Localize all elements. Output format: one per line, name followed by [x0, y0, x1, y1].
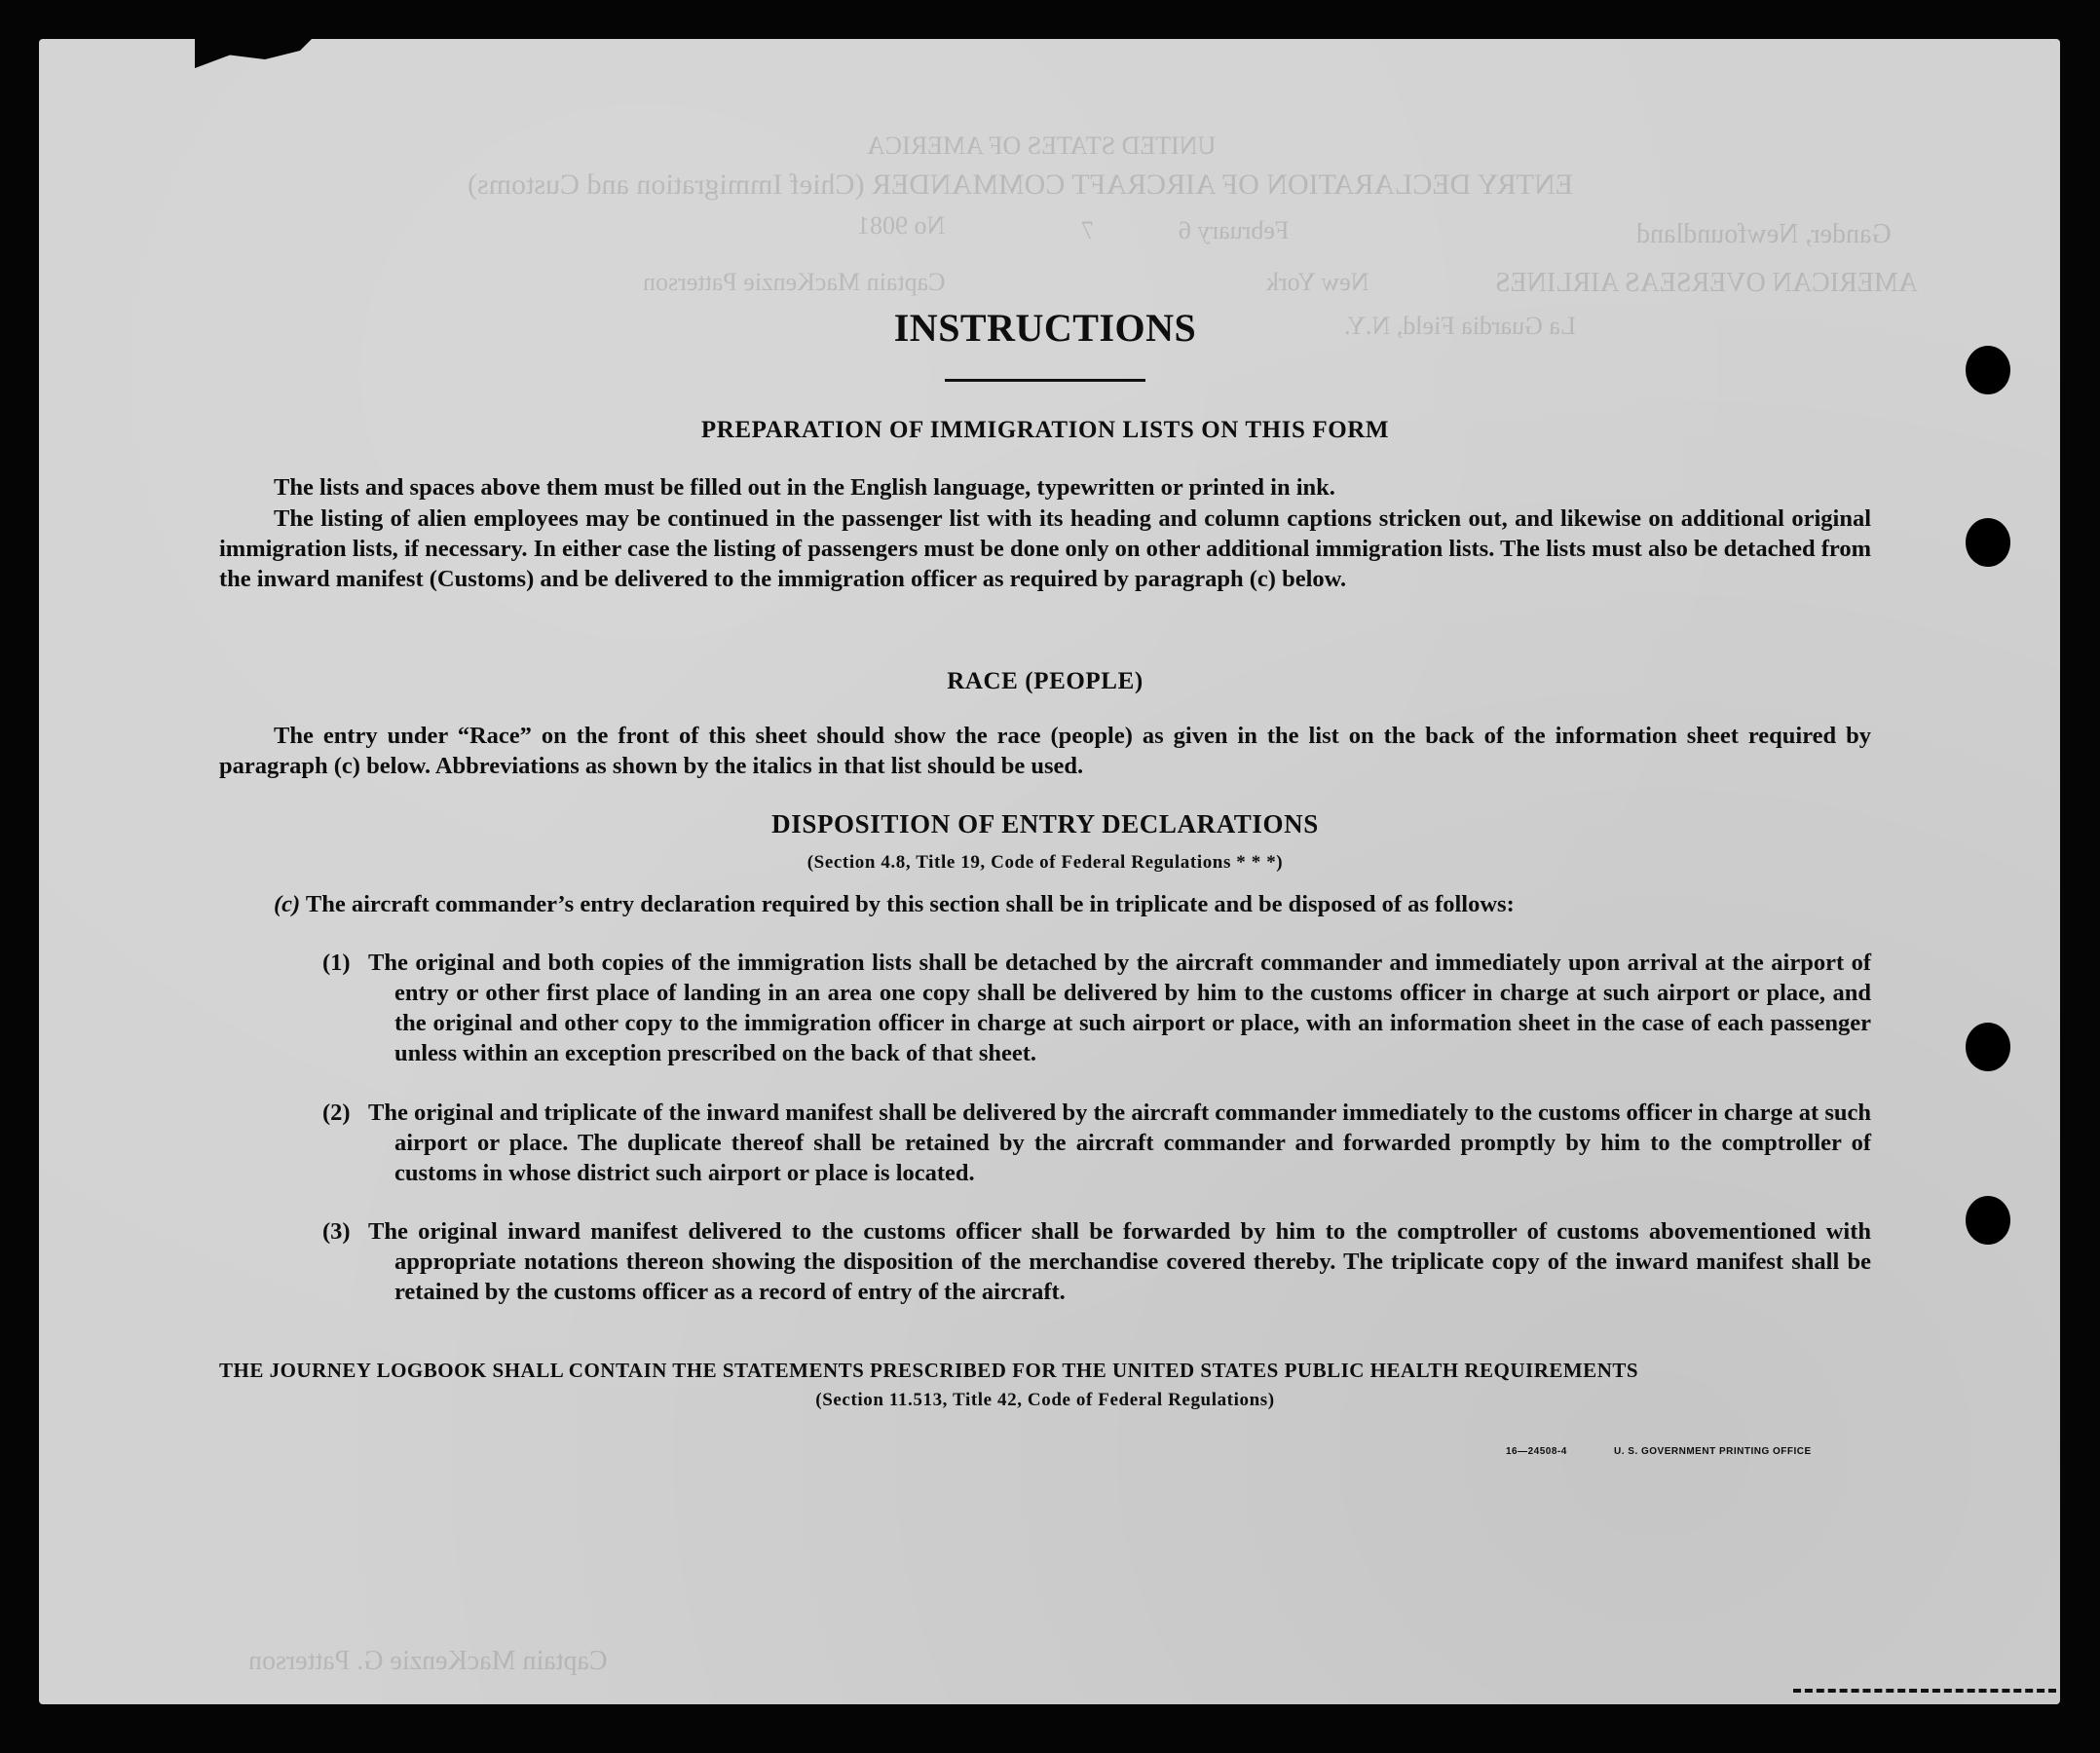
paragraph-letter: (c) — [274, 891, 301, 917]
list-item-1 — [322, 948, 1871, 1068]
section-heading-race: RACE (PEOPLE) — [947, 668, 1144, 694]
instructions-document — [219, 0, 1871, 1753]
punch-hole-3 — [1966, 1023, 2010, 1071]
paragraph-alien-employees: The listing of alien employees may be continued in the passenger list with its heading and column captions stricken out, and likewise on additional original immigration lists, if necessary. In either case the listing of passengers must be done only on other additional immigration lists. The lists must also be detached from the inward manifest (Customs) and be delivered to the immigration officer as required by paragraph (c) below. — [219, 505, 1871, 592]
list-item-text: The original and both copies of the immigration lists shall be detached by the aircraft commander and immediately upon arrival at the airport of entry or other first place of landing in an area one copy shall be delivered by him to the customs officer in charge at such airport or place, and the original and other copy to the immigration officer in charge at such airport or place, with an information sheet in the case of each passenger unless within an exception prescribed on the back of that sheet. — [368, 950, 1871, 1066]
list-item-2 — [322, 1098, 1871, 1188]
punch-hole-4 — [1966, 1196, 2010, 1245]
list-item-3 — [322, 1216, 1871, 1307]
list-item-text: The original inward manifest delivered to the customs officer shall be forwarded by him to the comptroller of customs abovementioned with appropriate notations thereon showing the disposition of the merchandise covered thereby. The triplicate copy of the inward manifest shall be retained by the customs officer as a record of entry of the aircraft. — [368, 1218, 1871, 1305]
print-job-number: 16—24508-4 — [1506, 1446, 1567, 1457]
paragraph-race-entry: The entry under “Race” on the front of this sheet should show the race (people) as given in the list on the back of the information sheet required by paragraph (c) below. Abbreviations as shown by the italics in that list should be used. — [219, 723, 1871, 779]
paragraph-c-intro — [274, 889, 1871, 919]
section-heading-disposition: DISPOSITION OF ENTRY DECLARATIONS — [771, 809, 1319, 839]
punch-hole-1 — [1966, 346, 2010, 394]
public-health-citation: (Section 11.513, Title 42, Code of Federal Regulations) — [815, 1390, 1275, 1410]
title-underline — [945, 379, 1145, 382]
printing-office-imprint: U. S. GOVERNMENT PRINTING OFFICE — [1614, 1446, 1812, 1457]
paragraph-english-language: The lists and spaces above them must be filled out in the English language, typewritten or printed in ink. — [274, 474, 1335, 501]
list-item-number: (3) — [322, 1218, 351, 1245]
section-citation: (Section 4.8, Title 19, Code of Federal Regulations * * *) — [806, 852, 1284, 873]
punch-hole-2 — [1966, 518, 2010, 567]
page-title: INSTRUCTIONS — [893, 306, 1197, 350]
section-heading-preparation: PREPARATION OF IMMIGRATION LISTS ON THIS FORM — [700, 417, 1390, 443]
list-item-number: (1) — [322, 950, 351, 976]
list-item-number: (2) — [322, 1100, 351, 1126]
dashed-edge-line — [1793, 1689, 2056, 1693]
public-health-statement: THE JOURNEY LOGBOOK SHALL CONTAIN THE STATEMENTS PRESCRIBED FOR THE UNITED STATES PUBLIC HEALTH REQUIREMENTS — [219, 1359, 1639, 1382]
paragraph-c-text: The aircraft commander’s entry declaration required by this section shall be in triplicate and be disposed of as follows: — [305, 891, 1515, 917]
list-item-text: The original and triplicate of the inward manifest shall be delivered by the aircraft commander immediately to the customs officer in charge at such airport or place. The duplicate thereof shall be retained by the aircraft commander and forwarded promptly by him to the comptroller of customs in whose district such airport or place is located. — [368, 1100, 1871, 1186]
